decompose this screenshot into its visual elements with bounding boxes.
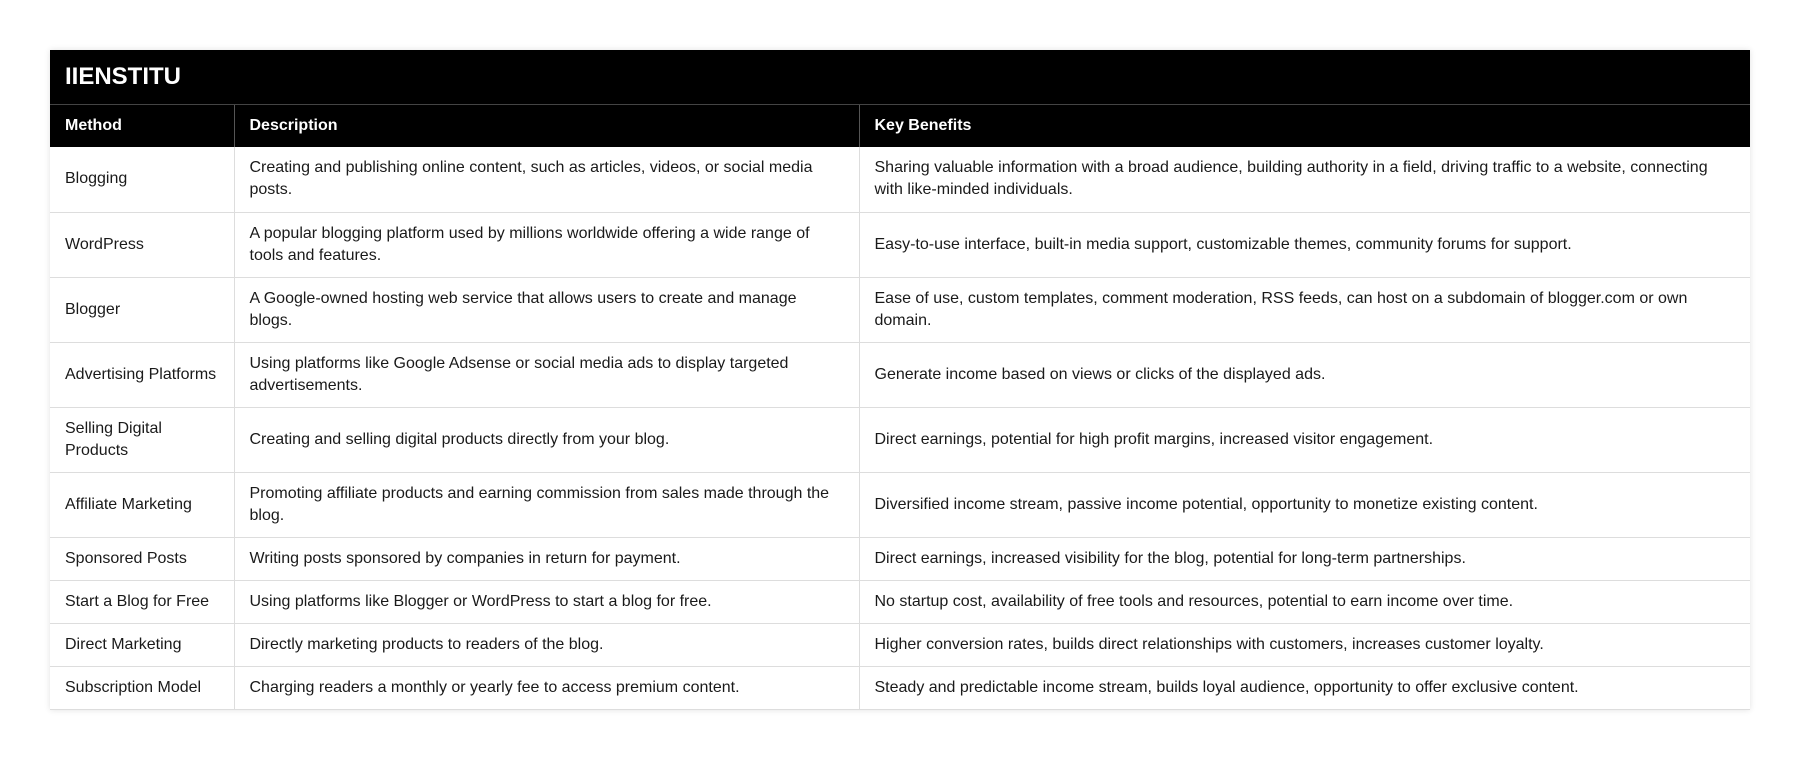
cell-benefits: Easy-to-use interface, built-in media support, customizable themes, community forums for support. <box>859 212 1750 277</box>
table-header <box>50 105 1750 147</box>
column-header-method: Method <box>50 105 234 147</box>
cell-benefits: Direct earnings, increased visibility for the blog, potential for long-term partnerships. <box>859 537 1750 580</box>
cell-method: Affiliate Marketing <box>50 472 234 537</box>
table-body <box>50 147 1750 709</box>
cell-description: A Google-owned hosting web service that allows users to create and manage blogs. <box>234 277 859 342</box>
cell-method: Sponsored Posts <box>50 537 234 580</box>
cell-description: Using platforms like Blogger or WordPress to start a blog for free. <box>234 580 859 623</box>
cell-benefits: Generate income based on views or clicks of the displayed ads. <box>859 342 1750 407</box>
cell-benefits: No startup cost, availability of free tools and resources, potential to earn income over time. <box>859 580 1750 623</box>
cell-method: WordPress <box>50 212 234 277</box>
cell-method: Direct Marketing <box>50 623 234 666</box>
cell-method: Advertising Platforms <box>50 342 234 407</box>
cell-method: Blogger <box>50 277 234 342</box>
cell-description: A popular blogging platform used by millions worldwide offering a wide range of tools and features. <box>234 212 859 277</box>
cell-description: Creating and selling digital products directly from your blog. <box>234 407 859 472</box>
table-row <box>50 407 1750 472</box>
cell-method: Blogging <box>50 147 234 212</box>
table-row <box>50 342 1750 407</box>
cell-method: Start a Blog for Free <box>50 580 234 623</box>
cell-benefits: Higher conversion rates, builds direct relationships with customers, increases customer loyalty. <box>859 623 1750 666</box>
cell-description: Promoting affiliate products and earning commission from sales made through the blog. <box>234 472 859 537</box>
cell-benefits: Steady and predictable income stream, builds loyal audience, opportunity to offer exclusive content. <box>859 666 1750 709</box>
cell-description: Charging readers a monthly or yearly fee to access premium content. <box>234 666 859 709</box>
table-card <box>50 50 1750 710</box>
table-row <box>50 212 1750 277</box>
methods-table <box>50 105 1750 710</box>
table-row <box>50 537 1750 580</box>
cell-method: Selling Digital Products <box>50 407 234 472</box>
cell-description: Creating and publishing online content, such as articles, videos, or social media posts. <box>234 147 859 212</box>
table-row <box>50 666 1750 709</box>
cell-benefits: Ease of use, custom templates, comment moderation, RSS feeds, can host on a subdomain of blogger.com or own domain. <box>859 277 1750 342</box>
table-row <box>50 147 1750 212</box>
table-row <box>50 623 1750 666</box>
cell-description: Using platforms like Google Adsense or social media ads to display targeted advertisements. <box>234 342 859 407</box>
brand-title: IIENSTITU <box>50 50 1750 105</box>
cell-benefits: Direct earnings, potential for high profit margins, increased visitor engagement. <box>859 407 1750 472</box>
table-row <box>50 277 1750 342</box>
cell-method: Subscription Model <box>50 666 234 709</box>
cell-description: Directly marketing products to readers of the blog. <box>234 623 859 666</box>
table-row <box>50 580 1750 623</box>
column-header-key-benefits: Key Benefits <box>859 105 1750 147</box>
cell-benefits: Sharing valuable information with a broad audience, building authority in a field, driving traffic to a website, connecting with like-minded individuals. <box>859 147 1750 212</box>
table-row <box>50 472 1750 537</box>
cell-description: Writing posts sponsored by companies in return for payment. <box>234 537 859 580</box>
column-header-description: Description <box>234 105 859 147</box>
cell-benefits: Diversified income stream, passive income potential, opportunity to monetize existing content. <box>859 472 1750 537</box>
